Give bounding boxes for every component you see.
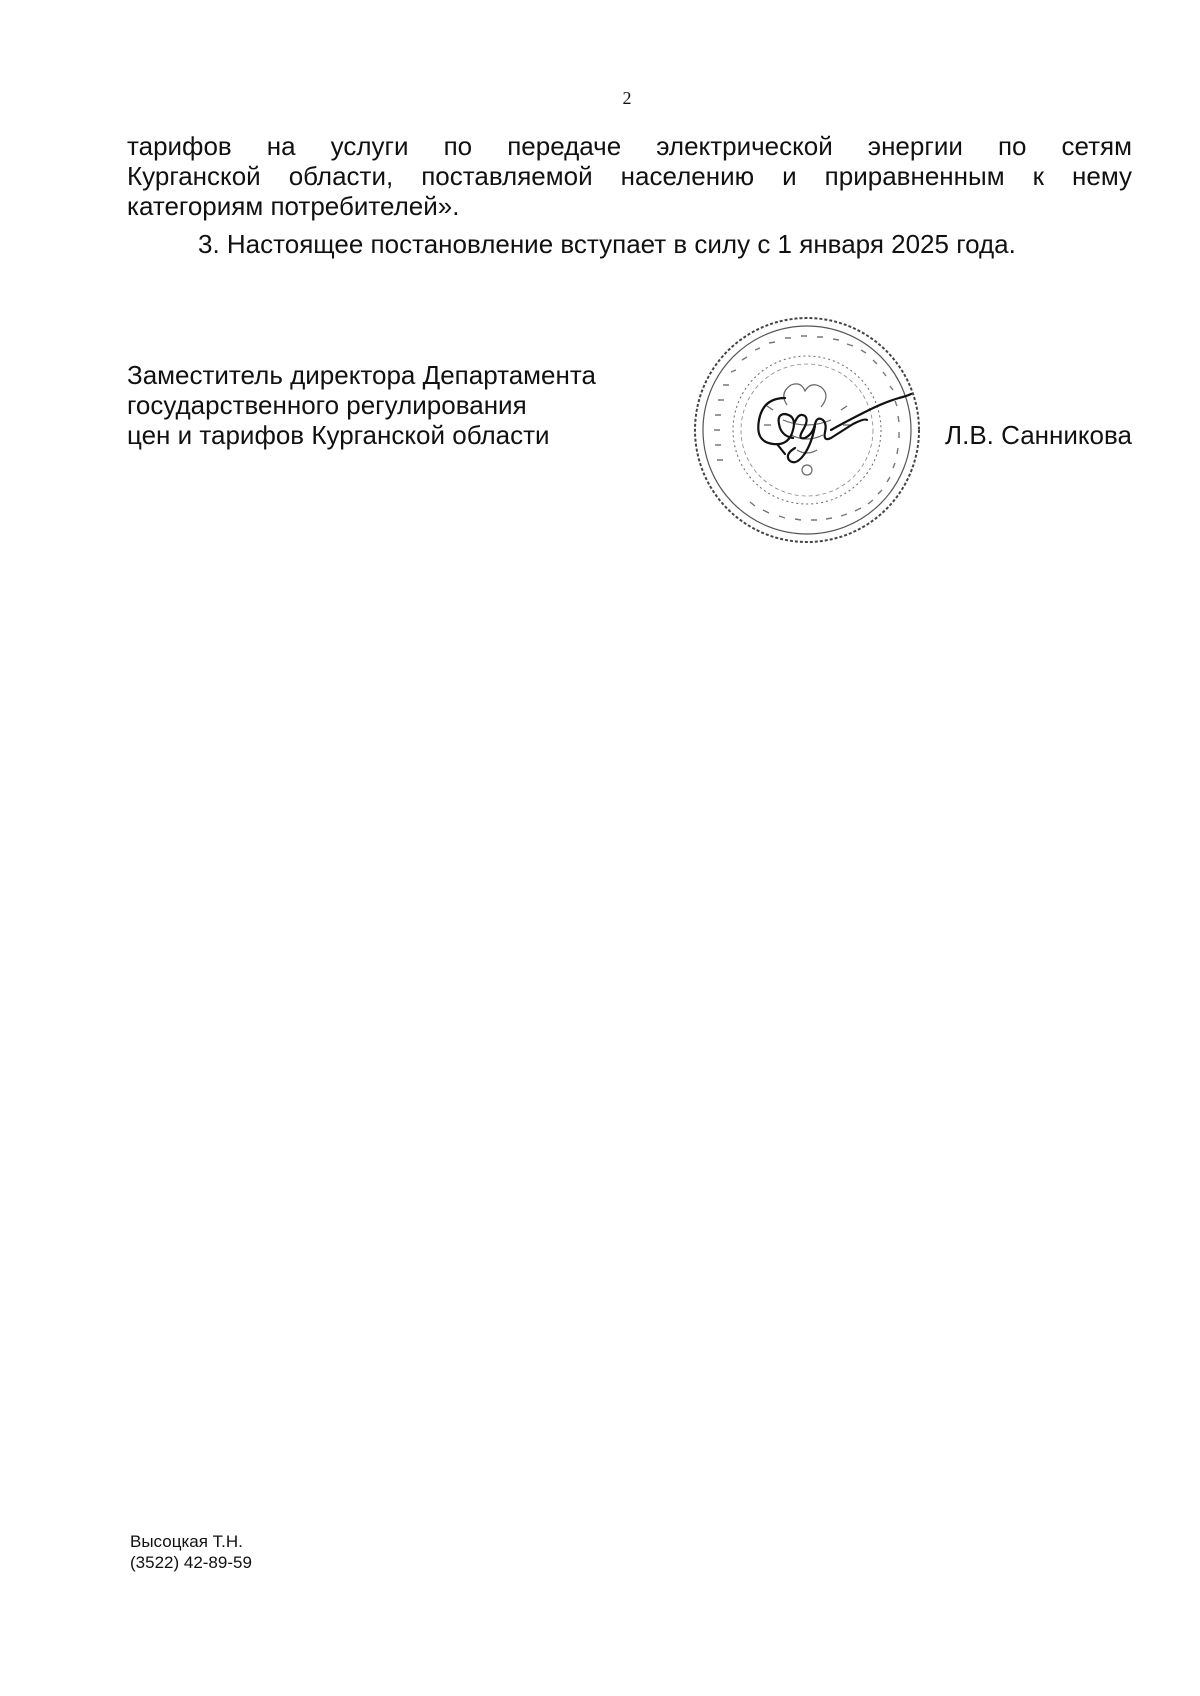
page-number: 2	[622, 88, 632, 108]
position-line: Заместитель директора Департамента	[127, 360, 596, 390]
text-line: категориям потребителей».	[127, 191, 460, 221]
handwritten-signature-icon	[758, 394, 911, 462]
signer-name: Л.В. Санникова	[945, 420, 1132, 450]
executor-phone: (3522) 42-89-59	[130, 1553, 252, 1572]
document-body	[127, 131, 1132, 259]
text-line: тарифов на услуги по передаче электрической энергии по сетям	[127, 131, 1132, 161]
executor-name: Высоцкая Т.Н.	[130, 1532, 243, 1551]
position-line: цен и тарифов Курганской области	[127, 420, 550, 450]
paragraph-item-3: 3. Настоящее постановление вступает в силу с 1 января 2025 года.	[198, 229, 1016, 259]
official-seal-icon	[687, 310, 927, 550]
executor-info	[130, 1531, 252, 1573]
signature-block	[127, 356, 1132, 546]
paragraph-continuation	[127, 131, 1132, 221]
text-line: Курганской области, поставляемой населению и приравненным к нему	[127, 161, 1132, 191]
position-line: государственного регулирования	[127, 390, 527, 420]
signer-position	[127, 360, 596, 450]
